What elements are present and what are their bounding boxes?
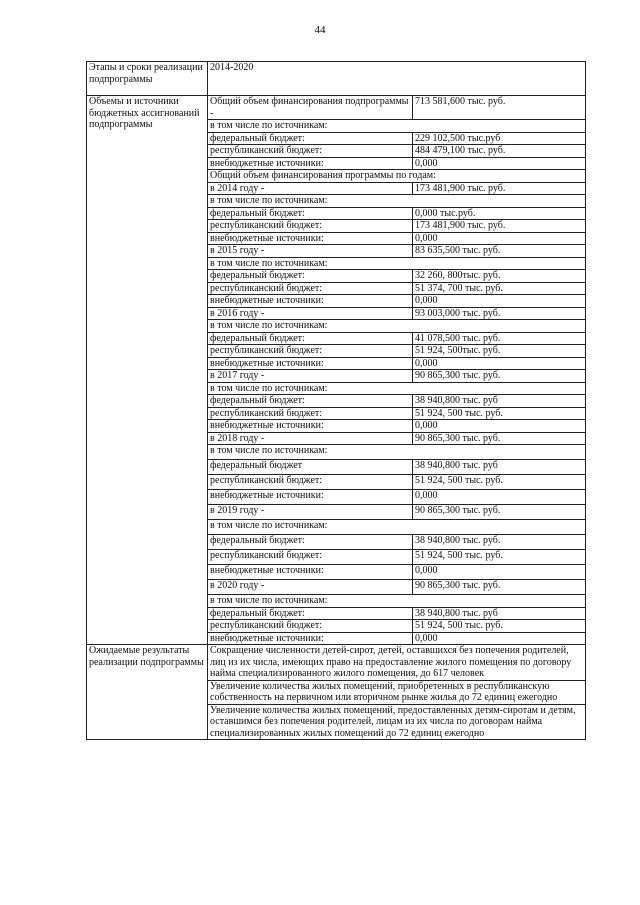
funding-source-label: в 2019 году - (208, 505, 413, 520)
funding-amount: 0,000 (413, 632, 586, 645)
result-row (87, 645, 586, 681)
funding-source-label: в 2016 году - (208, 307, 413, 320)
funding-amount: 484 479,100 тыс. руб. (413, 145, 586, 158)
funding-source-label: внебюджетные источники: (208, 565, 413, 580)
expected-result-text: Увеличение количества жилых помещений, предоставленных детям-сиротам и детям, оставшимся без попечения родителей, лицам из их числа по договорам найма специализированных жилых помещений до 72 единиц ежегодно (208, 704, 586, 740)
funding-subheading: в том числе по источникам: (208, 195, 586, 208)
funding-source-label: внебюджетные источники: (208, 420, 413, 433)
funding-subheading: в том числе по источникам: (208, 120, 586, 133)
funding-source-label: в 2020 году - (208, 580, 413, 595)
funding-subheading: в том числе по источникам: (208, 595, 586, 608)
funding-subheading: в том числе по источникам: (208, 382, 586, 395)
funding-source-label: федеральный бюджет: (208, 607, 413, 620)
funding-amount: 51 374, 700 тыс. руб. (413, 282, 586, 295)
funding-source-label: республиканский бюджет: (208, 550, 413, 565)
funding-source-label: внебюджетные источники: (208, 232, 413, 245)
funding-source-label: республиканский бюджет: (208, 345, 413, 358)
funding-source-label: федеральный бюджет: (208, 132, 413, 145)
funding-amount: 90 865,300 тыс. руб. (413, 580, 586, 595)
funding-amount: 0,000 тыс.руб. (413, 207, 586, 220)
funding-amount: 90 865,300 тыс. руб. (413, 432, 586, 445)
funding-amount: 173 481,900 тыс. руб. (413, 182, 586, 195)
funding-amount: 0,000 (413, 157, 586, 170)
funding-amount: 90 865,300 тыс. руб. (413, 505, 586, 520)
funding-amount: 38 940,800 тыс. руб. (413, 535, 586, 550)
funding-source-label: федеральный бюджет: (208, 270, 413, 283)
funding-source-label: республиканский бюджет: (208, 282, 413, 295)
funding-source-label: федеральный бюджет: (208, 207, 413, 220)
funding-amount: 0,000 (413, 490, 586, 505)
funding-label: Объемы и источники бюджетных ассигнований подпрограммы (87, 96, 208, 645)
funding-subheading: в том числе по источникам: (208, 320, 586, 333)
funding-amount: 51 924, 500 тыс. руб. (413, 407, 586, 420)
funding-amount: 51 924, 500 тыс. руб. (413, 550, 586, 565)
funding-source-label: республиканский бюджет: (208, 620, 413, 633)
funding-subheading: в том числе по источникам: (208, 257, 586, 270)
funding-subheading: в том числе по источникам: (208, 520, 586, 535)
funding-source-label: республиканский бюджет: (208, 475, 413, 490)
funding-source-label: в 2017 году - (208, 370, 413, 383)
funding-source-label: федеральный бюджет: (208, 535, 413, 550)
funding-amount: 173 481,900 тыс. руб. (413, 220, 586, 233)
expected-result-text: Сокращение численности детей-сирот, детей, оставшихся без попечения родителей, лиц из их числа, имеющих право на предоставление жилого помещения по договору найма специализированного жилого помещения, до 617 человек (208, 645, 586, 681)
funding-amount: 0,000 (413, 420, 586, 433)
funding-source-label: республиканский бюджет: (208, 145, 413, 158)
funding-amount: 38 940,800 тыс. руб (413, 607, 586, 620)
funding-amount: 0,000 (413, 565, 586, 580)
funding-amount: 90 865,300 тыс. руб. (413, 370, 586, 383)
stages-value: 2014-2020 (208, 62, 586, 96)
funding-source-label: федеральный бюджет: (208, 332, 413, 345)
funding-amount: 38 940,800 тыс. руб (413, 395, 586, 408)
funding-amount: 0,000 (413, 232, 586, 245)
funding-source-label: республиканский бюджет: (208, 220, 413, 233)
funding-amount: 51 924, 500тыс. руб. (413, 345, 586, 358)
funding-source-label: внебюджетные источники: (208, 357, 413, 370)
funding-amount: 0,000 (413, 357, 586, 370)
funding-amount: 32 260, 800тыс. руб. (413, 270, 586, 283)
funding-amount: 38 940,800 тыс. руб (413, 460, 586, 475)
stages-row (87, 62, 586, 96)
funding-subheading: Общий объем финансирования программы по годам: (208, 170, 586, 183)
funding-amount: 83 635,500 тыс. руб. (413, 245, 586, 258)
funding-subheading: в том числе по источникам: (208, 445, 586, 460)
funding-amount: 41 078,500 тыс. руб. (413, 332, 586, 345)
subprogram-passport-table (86, 61, 586, 740)
funding-amount: 51 924, 500 тыс. руб. (413, 475, 586, 490)
funding-amount: 713 581,600 тыс. руб. (413, 96, 586, 120)
funding-source-label: в 2014 году - (208, 182, 413, 195)
funding-row (87, 96, 586, 120)
funding-source-label: внебюджетные источники: (208, 157, 413, 170)
funding-source-label: федеральный бюджет (208, 460, 413, 475)
funding-source-label: внебюджетные источники: (208, 632, 413, 645)
funding-source-label: федеральный бюджет: (208, 395, 413, 408)
funding-source-label: внебюджетные источники: (208, 490, 413, 505)
funding-source-label: в 2015 году - (208, 245, 413, 258)
expected-result-text: Увеличение количества жилых помещений, приобретенных в республиканскую собственность на первичном или вторичном рынке жилья до 72 единиц ежегодно (208, 680, 586, 704)
funding-amount: 93 003,000 тыс. руб. (413, 307, 586, 320)
funding-amount: 0,000 (413, 295, 586, 308)
funding-source-label: Общий объем финансирования подпрограммы - (208, 96, 413, 120)
funding-source-label: внебюджетные источники: (208, 295, 413, 308)
funding-source-label: республиканский бюджет: (208, 407, 413, 420)
funding-amount: 229 102,500 тыс.руб (413, 132, 586, 145)
funding-source-label: в 2018 году - (208, 432, 413, 445)
page-number: 44 (314, 24, 326, 36)
stages-label: Этапы и сроки реализации подпрограммы (87, 62, 208, 96)
funding-amount: 51 924, 500 тыс. руб. (413, 620, 586, 633)
results-label: Ожидаемые результаты реализации подпрограммы (87, 645, 208, 740)
